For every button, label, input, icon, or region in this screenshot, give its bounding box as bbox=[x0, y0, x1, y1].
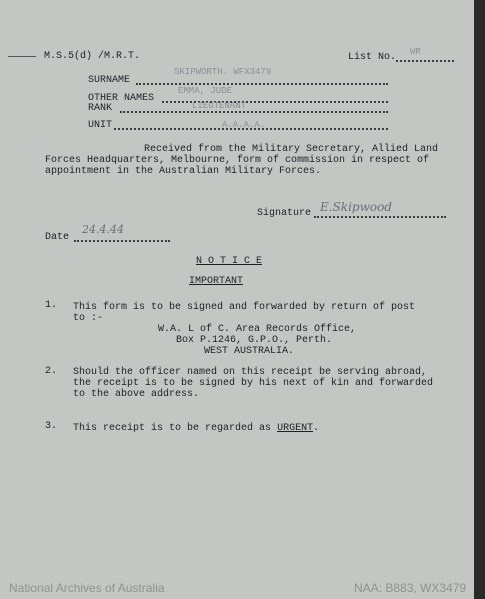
signature-label: Signature bbox=[257, 208, 312, 219]
rank-label: RANK bbox=[88, 103, 113, 114]
item-2-line-3: to the above address. bbox=[73, 389, 200, 400]
notice-heading: N O T I C E bbox=[196, 256, 263, 267]
list-no-dots bbox=[396, 59, 454, 62]
item-1-line-1: This form is to be signed and forwarded by return of post bbox=[73, 302, 416, 313]
body-line-2: Forces Headquarters, Melbourne, form of commission in respect of bbox=[45, 155, 430, 166]
form-code: M.S.5(d) /M.R.T. bbox=[44, 51, 141, 62]
unit-value: A.A.A.A. bbox=[222, 120, 266, 130]
date-label: Date bbox=[45, 232, 70, 243]
date-dots bbox=[74, 239, 170, 242]
rank-dots bbox=[120, 110, 388, 113]
item-1-line-2: to :- bbox=[73, 313, 104, 324]
item-2-number: 2. bbox=[45, 366, 58, 377]
item-2-line-2: the receipt is to be signed by his next of kin and forwarded bbox=[73, 378, 434, 389]
important-heading: IMPORTANT bbox=[189, 276, 244, 287]
unit-label: UNIT bbox=[88, 120, 113, 131]
item-1-number: 1. bbox=[45, 300, 58, 311]
rank-value: LIEUTENANT bbox=[192, 101, 247, 111]
signature-dots bbox=[314, 215, 446, 218]
address-line-1: W.A. L of C. Area Records Office, bbox=[158, 324, 357, 335]
item-3-suffix: . bbox=[313, 423, 320, 434]
other-names-value: EMMA, JUDE bbox=[178, 86, 233, 96]
body-line-1: Received from the Military Secretary, Allied Land bbox=[144, 144, 439, 155]
surname-label: SURNAME bbox=[88, 75, 131, 86]
margin-rule bbox=[8, 56, 36, 57]
archive-credit: National Archives of Australia bbox=[9, 581, 165, 595]
item-3-number: 3. bbox=[45, 421, 58, 432]
list-no-label: List No. bbox=[348, 52, 397, 63]
item-3-line bbox=[73, 423, 319, 434]
date-value: 24.4.44 bbox=[82, 223, 124, 236]
scan-edge bbox=[474, 0, 485, 599]
address-line-2: Box P.1246, G.P.O., Perth. bbox=[176, 335, 333, 346]
item-3-text: This receipt is to be regarded as bbox=[73, 423, 272, 434]
address-line-3: WEST AUSTRALIA. bbox=[204, 346, 295, 357]
urgent-emphasis: URGENT bbox=[277, 423, 314, 434]
surname-dots bbox=[136, 82, 388, 85]
item-2-line-1: Should the officer named on this receipt be serving abroad, bbox=[73, 367, 428, 378]
surname-value: SKIPWORTH. WFX3479 bbox=[174, 67, 272, 77]
body-line-3: appointment in the Australian Military Forces. bbox=[45, 166, 322, 177]
other-names-label: OTHER NAMES bbox=[88, 93, 155, 104]
list-no-value: WR bbox=[410, 47, 421, 57]
archive-reference: NAA: B883, WX3479 bbox=[354, 581, 467, 595]
signature-value: E.Skipwood bbox=[320, 200, 392, 214]
